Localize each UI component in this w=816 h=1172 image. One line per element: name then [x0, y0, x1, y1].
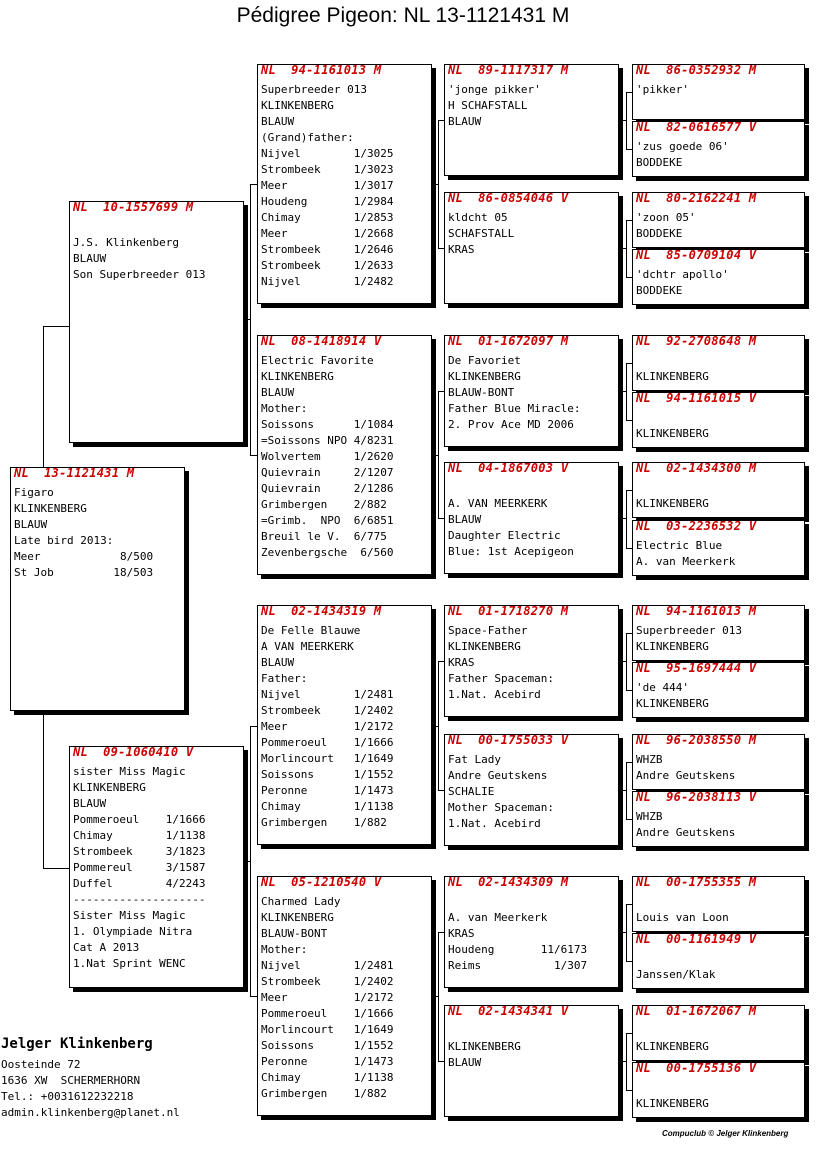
connector-line: [250, 455, 257, 456]
ring-number: NL 02-1434300 M: [636, 462, 757, 475]
pigeon-info-line: Nijvel 1/2481: [261, 688, 394, 701]
pigeon-card-mmf[interactable]: [444, 876, 619, 988]
pigeon-info-line: KLINKENBERG: [14, 502, 87, 515]
connector-line: [250, 996, 257, 997]
pigeon-info-line: Houdeng 11/6173: [448, 943, 588, 956]
connector-line: [432, 726, 438, 727]
connector-line: [619, 391, 626, 392]
pigeon-info-line: Wolvertem 1/2620: [261, 450, 394, 463]
pigeon-info-line: Andre Geutskens: [636, 769, 736, 782]
pigeon-info-line: KLINKENBERG: [636, 427, 709, 440]
pigeon-info-line: BLAUW-BONT: [261, 927, 328, 940]
pigeon-card-g8[interactable]: [632, 520, 805, 576]
connector-line: [432, 184, 438, 185]
pigeon-info-line: Morlincourt 1/1649: [261, 1023, 394, 1036]
connector-line: [619, 120, 626, 121]
pigeon-card-g9[interactable]: [632, 605, 805, 661]
pigeon-card-g11[interactable]: [632, 734, 805, 790]
pigeon-info-line: 1. Olympiade Nitra: [73, 925, 193, 938]
pigeon-info-line: A VAN MEERKERK: [261, 640, 354, 653]
pigeon-info-line: BLAUW: [14, 518, 48, 531]
pigeon-info-line: Late bird 2013:: [14, 534, 114, 547]
pigeon-card-fmf[interactable]: [444, 335, 619, 447]
pigeon-info-line: Morlincourt 1/1649: [261, 752, 394, 765]
pigeon-info-line: Pommeroeul 1/1666: [73, 813, 206, 826]
pigeon-card-g15[interactable]: [632, 1005, 805, 1061]
connector-line: [626, 1033, 627, 1090]
pigeon-info-line: Pommeroeul 1/1666: [261, 1007, 394, 1020]
pigeon-card-mff[interactable]: [444, 605, 619, 717]
ring-number: NL 85-0709104 V: [636, 249, 757, 262]
pigeon-info-line: Peronne 1/1473: [261, 784, 394, 797]
pigeon-card-g2[interactable]: [632, 121, 805, 177]
pigeon-info-line: BODDEKE: [636, 156, 683, 169]
ring-number: NL 02-1434309 M: [448, 876, 569, 889]
ring-number: NL 82-0616577 V: [636, 121, 757, 134]
pigeon-card-mfm[interactable]: [444, 734, 619, 846]
pigeon-info-line: Mother:: [261, 402, 308, 415]
pigeon-info-line: KLINKENBERG: [636, 497, 709, 510]
pigeon-info-line: KLINKENBERG: [636, 1097, 709, 1110]
pigeon-info-line: BODDEKE: [636, 284, 683, 297]
connector-line: [438, 661, 439, 790]
ring-number: NL 13-1121431 M: [14, 467, 135, 480]
pigeon-info-line: Pommeroeul 1/1666: [261, 736, 394, 749]
pigeon-info-line: sister Miss Magic: [73, 765, 186, 778]
connector-line: [619, 932, 626, 933]
pigeon-info-line: A. VAN MEERKERK: [448, 497, 548, 510]
pigeon-info-line: =Soissons NPO 4/8231: [261, 434, 394, 447]
connector-line: [438, 120, 439, 248]
pigeon-info-line: Mother Spaceman:: [448, 801, 554, 814]
connector-line: [432, 455, 438, 456]
ring-number: NL 00-1755033 V: [448, 734, 569, 747]
pigeon-info-line: Strombeek 1/2402: [261, 975, 394, 988]
pigeon-info-line: Zevenbergsche 6/560: [261, 546, 394, 559]
pigeon-info-line: BLAUW: [261, 386, 295, 399]
pigeon-info-line: Strombeek 1/2633: [261, 259, 394, 272]
ring-number: NL 09-1060410 V: [73, 746, 194, 759]
connector-line: [619, 248, 626, 249]
connector-line: [250, 726, 251, 996]
pigeon-info-line: Chimay 1/2853: [261, 211, 394, 224]
ring-number: NL 02-1434319 M: [261, 605, 382, 618]
ring-number: NL 02-1434341 V: [448, 1005, 569, 1018]
pigeon-card-g7[interactable]: [632, 462, 805, 518]
pigeon-info-line: Quievrain 2/1207: [261, 466, 394, 479]
ring-number: NL 08-1418914 V: [261, 335, 382, 348]
ring-number: NL 94-1161015 V: [636, 392, 757, 405]
pigeon-info-line: Andre Geutskens: [448, 769, 548, 782]
connector-line: [626, 363, 627, 420]
pigeon-card-g5[interactable]: [632, 335, 805, 391]
pigeon-info-line: Superbreeder 013: [261, 83, 367, 96]
pigeon-info-line: Meer 1/2172: [261, 991, 394, 1004]
pigeon-card-g12[interactable]: [632, 791, 805, 847]
pigeon-card-fm[interactable]: [257, 335, 432, 575]
pigeon-info-line: WHZB: [636, 753, 663, 766]
owner-address: Oosteinde 72: [1, 1058, 81, 1071]
pigeon-info-line: 'jonge pikker': [448, 83, 541, 96]
pigeon-info-line: Meer 1/2668: [261, 227, 394, 240]
pigeon-card-fff[interactable]: [444, 64, 619, 176]
pigeon-card-mm[interactable]: [257, 876, 432, 1116]
pigeon-info-line: J.S. Klinkenberg: [73, 236, 179, 249]
pigeon-card-ffm[interactable]: [444, 192, 619, 304]
ring-number: NL 05-1210540 V: [261, 876, 382, 889]
ring-number: NL 00-1755136 V: [636, 1062, 757, 1075]
ring-number: NL 89-1117317 M: [448, 64, 569, 77]
pigeon-info-line: Grimbergen 1/882: [261, 1087, 387, 1100]
pigeon-info-line: Breuil le V. 6/775: [261, 530, 387, 543]
pigeon-card-g3[interactable]: [632, 192, 805, 248]
pigeon-info-line: Soissons 1/1552: [261, 1039, 394, 1052]
pigeon-info-line: Louis van Loon: [636, 911, 729, 924]
pigeon-card-mmm[interactable]: [444, 1005, 619, 1117]
pigeon-card-g16[interactable]: [632, 1062, 805, 1118]
pigeon-info-line: KLINKENBERG: [636, 640, 709, 653]
pigeon-info-line: 1.Nat. Acebird: [448, 817, 541, 830]
pigeon-info-line: BLAUW: [73, 797, 107, 810]
ring-number: NL 01-1718270 M: [448, 605, 569, 618]
owner-phone: Tel.: +0031612232218: [1, 1090, 134, 1103]
pigeon-info-line: KLINKENBERG: [636, 370, 709, 383]
pigeon-info-line: KRAS: [448, 927, 475, 940]
pigeon-info-line: Nijvel 1/2482: [261, 275, 394, 288]
connector-line: [250, 184, 257, 185]
pigeon-info-line: Space-Father: [448, 624, 528, 637]
pigeon-info-line: KLINKENBERG: [448, 370, 521, 383]
pigeon-card-fmm[interactable]: [444, 462, 619, 574]
pigeon-info-line: KLINKENBERG: [448, 1040, 521, 1053]
ring-number: NL 96-2038113 V: [636, 791, 757, 804]
pigeon-card-g4[interactable]: [632, 249, 805, 305]
ring-number: NL 92-2708648 M: [636, 335, 757, 348]
pigeon-info-line: Cat A 2013: [73, 941, 140, 954]
pigeon-info-line: Daughter Electric: [448, 529, 561, 542]
connector-line: [43, 711, 44, 868]
pigeon-info-line: De Favoriet: [448, 354, 521, 367]
connector-line: [619, 518, 626, 519]
pigeon-info-line: Chimay 1/1138: [261, 1071, 394, 1084]
owner-email[interactable]: admin.klinkenberg@planet.nl: [1, 1106, 180, 1119]
pigeon-info-line: BLAUW: [261, 656, 295, 669]
pigeon-info-line: KLINKENBERG: [73, 781, 146, 794]
pigeon-card-g14[interactable]: [632, 933, 805, 989]
pigeon-info-line: Strombeek 1/2402: [261, 704, 394, 717]
pigeon-info-line: WHZB: [636, 810, 663, 823]
pigeon-card-ff[interactable]: [257, 64, 432, 304]
connector-line: [43, 326, 69, 327]
pigeon-info-line: Peronne 1/1473: [261, 1055, 394, 1068]
connector-line: [626, 762, 627, 819]
pigeon-info-line: 'dchtr apollo': [636, 268, 729, 281]
connector-line: [244, 319, 250, 320]
pigeon-info-line: Strombeek 1/3023: [261, 163, 394, 176]
pigeon-card-subject[interactable]: [10, 467, 185, 711]
ring-number: NL 96-2038550 M: [636, 734, 757, 747]
pigeon-info-line: KRAS: [448, 243, 475, 256]
pigeon-info-line: Grimbergen 2/882: [261, 498, 387, 511]
owner-name: Jelger Klinkenberg: [1, 1036, 153, 1052]
ring-number: NL 86-0854046 V: [448, 192, 569, 205]
pigeon-info-line: 'zoon 05': [636, 211, 696, 224]
pigeon-info-line: BLAUW: [448, 1056, 482, 1069]
pigeon-info-line: 'zus goede 06': [636, 140, 729, 153]
pigeon-info-line: Pommereul 3/1587: [73, 861, 206, 874]
connector-line: [626, 220, 627, 277]
pigeon-info-line: 1.Nat Sprint WENC: [73, 957, 186, 970]
pigeon-info-line: Meer 1/2172: [261, 720, 394, 733]
pigeon-info-line: 1.Nat. Acebird: [448, 688, 541, 701]
pigeon-card-mother[interactable]: [69, 746, 244, 988]
pigeon-info-line: --------------------: [73, 893, 206, 906]
pigeon-info-line: St Job 18/503: [14, 566, 154, 579]
pigeon-info-line: =Grimb. NPO 6/6851: [261, 514, 394, 527]
pigeon-info-line: SCHALIE: [448, 785, 495, 798]
pigeon-info-line: Chimay 1/1138: [261, 800, 394, 813]
pigeon-info-line: Son Superbreeder 013: [73, 268, 206, 281]
ring-number: NL 94-1161013 M: [636, 605, 757, 618]
pigeon-info-line: De Felle Blauwe: [261, 624, 361, 637]
pigeon-info-line: H SCHAFSTALL: [448, 99, 528, 112]
connector-line: [244, 861, 250, 862]
pigeon-info-line: KLINKENBERG: [636, 697, 709, 710]
pigeon-info-line: Strombeek 3/1823: [73, 845, 206, 858]
pigeon-card-mf[interactable]: [257, 605, 432, 845]
pigeon-info-line: Duffel 4/2243: [73, 877, 206, 890]
pigeon-info-line: Chimay 1/1138: [73, 829, 206, 842]
pigeon-info-line: Reims 1/307: [448, 959, 588, 972]
pigeon-info-line: Quievrain 2/1286: [261, 482, 394, 495]
pigeon-info-line: 2. Prov Ace MD 2006: [448, 418, 574, 431]
pigeon-info-line: SCHAFSTALL: [448, 227, 515, 240]
pigeon-info-line: kldcht 05: [448, 211, 508, 224]
pigeon-info-line: Soissons 1/1552: [261, 768, 394, 781]
connector-line: [626, 904, 627, 961]
ring-number: NL 00-1755355 M: [636, 876, 757, 889]
pigeon-info-line: Nijvel 1/3025: [261, 147, 394, 160]
pigeon-info-line: KLINKENBERG: [261, 911, 334, 924]
page-title: Pédigree Pigeon: NL 13-1121431 M: [236, 4, 570, 27]
pigeon-info-line: 'pikker': [636, 83, 689, 96]
ring-number: NL 01-1672067 M: [636, 1005, 757, 1018]
pigeon-info-line: Strombeek 1/2646: [261, 243, 394, 256]
pigeon-info-line: KLINKENBERG: [636, 1040, 709, 1053]
ring-number: NL 95-1697444 V: [636, 662, 757, 675]
pigeon-info-line: Andre Geutskens: [636, 826, 736, 839]
pigeon-card-g6[interactable]: [632, 392, 805, 448]
ring-number: NL 00-1161949 V: [636, 933, 757, 946]
connector-line: [432, 996, 438, 997]
connector-line: [250, 184, 251, 455]
pigeon-info-line: Nijvel 1/2481: [261, 959, 394, 972]
ring-number: NL 86-0352932 M: [636, 64, 757, 77]
connector-line: [626, 92, 627, 149]
ring-number: NL 04-1867003 V: [448, 462, 569, 475]
pigeon-info-line: BLAUW: [73, 252, 107, 265]
connector-line: [250, 726, 257, 727]
pigeon-info-line: KLINKENBERG: [261, 99, 334, 112]
pigeon-info-line: Electric Favorite: [261, 354, 374, 367]
pigeon-info-line: Electric Blue: [636, 539, 723, 552]
pigeon-info-line: Soissons 1/1084: [261, 418, 394, 431]
pigeon-info-line: Father:: [261, 672, 308, 685]
pigeon-info-line: Father Blue Miracle:: [448, 402, 581, 415]
pigeon-info-line: Figaro: [14, 486, 54, 499]
pigeon-info-line: Grimbergen 1/882: [261, 816, 387, 829]
connector-line: [43, 326, 44, 467]
owner-city: 1636 XW SCHERMERHORN: [1, 1074, 141, 1087]
connector-line: [43, 868, 69, 869]
pigeon-info-line: Father Spaceman:: [448, 672, 554, 685]
ring-number: NL 01-1672097 M: [448, 335, 569, 348]
copyright-note: Compuclub © Jelger Klinkenberg: [662, 1129, 789, 1138]
pigeon-card-g13[interactable]: [632, 876, 805, 932]
pigeon-info-line: Sister Miss Magic: [73, 909, 186, 922]
pigeon-card-father[interactable]: [69, 201, 244, 443]
pigeon-card-g10[interactable]: [632, 662, 805, 718]
pigeon-info-line: BLAUW-BONT: [448, 386, 515, 399]
pigeon-info-line: Blue: 1st Acepigeon: [448, 545, 574, 558]
pigeon-info-line: (Grand)father:: [261, 131, 354, 144]
pigeon-info-line: Mother:: [261, 943, 308, 956]
pigeon-info-line: Charmed Lady: [261, 895, 341, 908]
pigeon-info-line: BLAUW: [448, 513, 482, 526]
pigeon-info-line: Houdeng 1/2984: [261, 195, 394, 208]
pigeon-info-line: Meer 8/500: [14, 550, 154, 563]
connector-line: [619, 661, 626, 662]
connector-line: [619, 1061, 626, 1062]
pigeon-info-line: A. van Meerkerk: [636, 555, 736, 568]
pigeon-info-line: Fat Lady: [448, 753, 501, 766]
pigeon-info-line: BLAUW: [261, 115, 295, 128]
pigeon-info-line: KLINKENBERG: [261, 370, 334, 383]
pigeon-info-line: KLINKENBERG: [448, 640, 521, 653]
connector-line: [438, 391, 439, 518]
pigeon-info-line: Janssen/Klak: [636, 968, 716, 981]
connector-line: [619, 790, 626, 791]
connector-line: [438, 932, 439, 1061]
connector-line: [626, 490, 627, 548]
pigeon-info-line: Meer 1/3017: [261, 179, 394, 192]
pigeon-info-line: BODDEKE: [636, 227, 683, 240]
ring-number: NL 10-1557699 M: [73, 201, 194, 214]
pigeon-info-line: KRAS: [448, 656, 475, 669]
pigeon-info-line: 'de 444': [636, 681, 689, 694]
pigeon-info-line: BLAUW: [448, 115, 482, 128]
pigeon-info-line: A. van Meerkerk: [448, 911, 548, 924]
ring-number: NL 80-2162241 M: [636, 192, 757, 205]
pigeon-info-line: Superbreeder 013: [636, 624, 742, 637]
pigeon-card-g1[interactable]: [632, 64, 805, 120]
connector-line: [626, 633, 627, 690]
ring-number: NL 03-2236532 V: [636, 520, 757, 533]
ring-number: NL 94-1161013 M: [261, 64, 382, 77]
